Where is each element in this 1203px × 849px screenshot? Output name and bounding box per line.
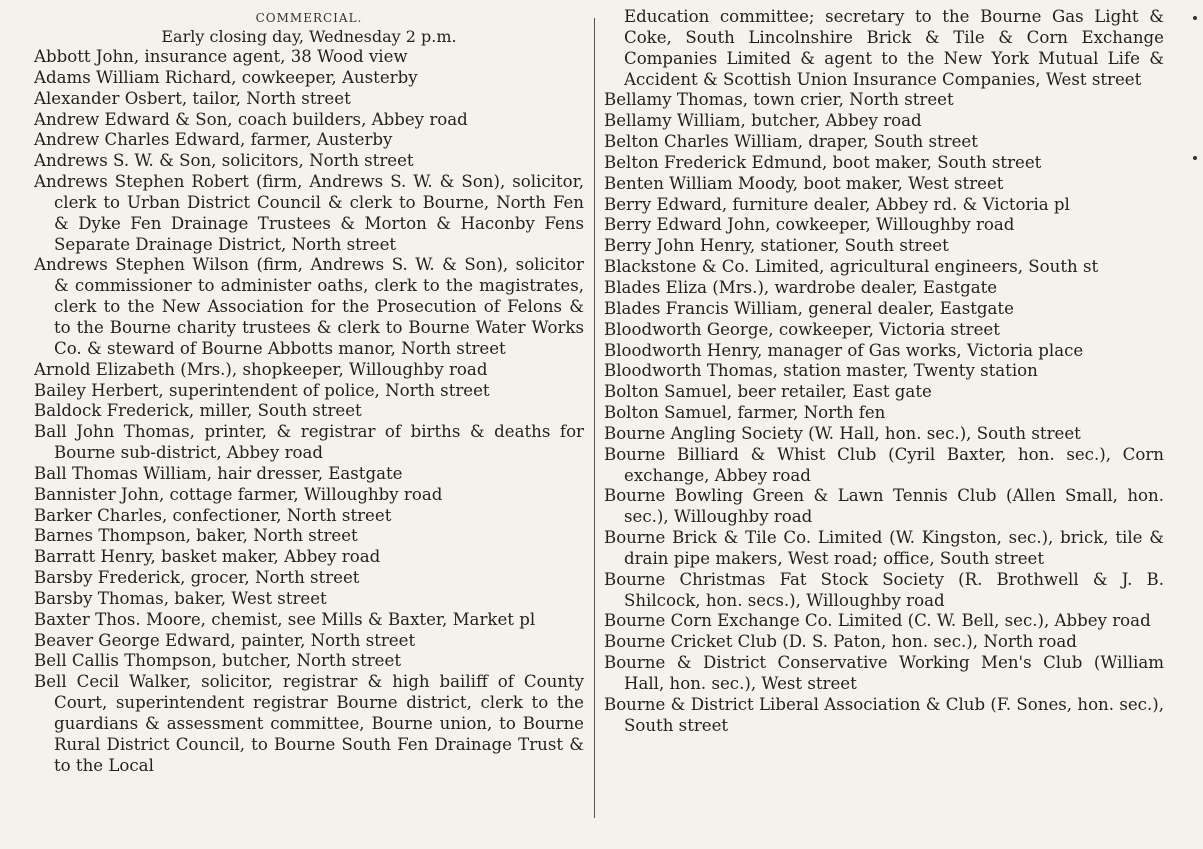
directory-entry: Belton Frederick Edmund, boot maker, South street (604, 152, 1042, 172)
directory-entry: Baxter Thos. Moore, chemist, see Mills & Baxter, Market pl (34, 609, 536, 629)
directory-entry: Bannister John, cottage farmer, Willoughby road (34, 484, 443, 504)
directory-entry: Bolton Samuel, beer retailer, East gate (604, 382, 932, 402)
directory-entry: Andrews Stephen Wilson (firm, Andrews S. W. & Son), solicitor & commissioner to administer oaths, clerk to the magistrates, clerk to the New Association for the Prosecution of Felons & to the Bourne charity trustees & clerk to Bourne Water Works Co. & steward of Bourne Abbotts manor, North street (34, 255, 584, 358)
directory-entry: Alexander Osbert, tailor, North street (34, 88, 351, 108)
directory-entry: Bloodworth George, cowkeeper, Victoria street (604, 319, 1000, 339)
directory-entry: Barker Charles, confectioner, North street (34, 505, 392, 525)
directory-entry: Bailey Herbert, superintendent of police, North street (34, 380, 490, 400)
margin-mark (1193, 16, 1197, 20)
directory-entry: Bell Cecil Walker, solicitor, registrar & high bailiff of County Court, superintendent registrar Bourne district, clerk to the guardians & assessment committee, Bourne union, to Bourne Rural District Council, to Bourne South Fen Drainage Trust & to the Local (34, 672, 584, 775)
directory-entry: Barsby Thomas, baker, West street (34, 588, 327, 608)
directory-entry: Ball John Thomas, printer, & registrar of births & deaths for Bourne sub-district, Abbey road (34, 422, 584, 463)
directory-entry: Bolton Samuel, farmer, North fen (604, 403, 886, 423)
directory-entry: Bloodworth Thomas, station master, Twenty station (604, 361, 1038, 381)
directory-entry: Bourne & District Conservative Working Men's Club (William Hall, hon. sec.), West street (604, 653, 1164, 693)
directory-entry: Bourne Angling Society (W. Hall, hon. sec.), South street (604, 423, 1081, 443)
directory-entry: Adams William Richard, cowkeeper, Austerby (34, 67, 418, 87)
directory-entry: Andrews S. W. & Son, solicitors, North street (34, 151, 414, 171)
directory-entry: Ball Thomas William, hair dresser, Eastgate (34, 463, 403, 483)
directory-entry: Bourne & District Liberal Association & Club (F. Sones, hon. sec.), South street (604, 694, 1164, 735)
directory-entry: Bloodworth Henry, manager of Gas works, Victoria place (604, 340, 1084, 360)
right-column (604, 0, 1164, 737)
directory-entry: Andrew Edward & Son, coach builders, Abbey road (34, 109, 468, 129)
directory-entry: Barsby Frederick, grocer, North street (34, 568, 360, 588)
directory-entry: Bellamy Thomas, town crier, North street (604, 90, 954, 110)
directory-entry: Benten William Moody, boot maker, West street (604, 173, 1004, 193)
column-divider (594, 18, 595, 818)
directory-entry: Abbott John, insurance agent, 38 Wood view (34, 47, 408, 66)
directory-entry: Berry John Henry, stationer, South street (604, 236, 949, 256)
directory-entry: Blades Eliza (Mrs.), wardrobe dealer, Eastgate (604, 277, 998, 297)
directory-entry: Berry Edward John, cowkeeper, Willoughby road (604, 215, 1015, 235)
section-heading: COMMERCIAL. (255, 11, 363, 25)
directory-entry: Barratt Henry, basket maker, Abbey road (34, 547, 381, 567)
directory-entry: Bourne Cricket Club (D. S. Paton, hon. sec.), North road (604, 632, 1077, 652)
directory-entry: Andrew Charles Edward, farmer, Austerby (34, 130, 393, 150)
early-closing-note: Early closing day, Wednesday 2 p.m. (161, 27, 457, 46)
directory-entry: Baldock Frederick, miller, South street (34, 401, 362, 421)
directory-entry: Arnold Elizabeth (Mrs.), shopkeeper, Willoughby road (34, 359, 488, 379)
margin-mark (1193, 156, 1197, 160)
directory-entry: Bourne Corn Exchange Co. Limited (C. W. Bell, sec.), Abbey road (604, 611, 1151, 631)
directory-entry: Andrews Stephen Robert (firm, Andrews S. W. & Son), solicitor, clerk to Urban District Council & clerk to Bourne, North Fen & Dyke Fen Drainage Trustees & Morton & Haconby Fens Separate Drainage District, North street (34, 172, 584, 254)
directory-entry: Belton Charles William, draper, South street (604, 132, 978, 152)
directory-entry: Barnes Thompson, baker, North street (34, 526, 358, 546)
directory-entry: Bourne Billiard & Whist Club (Cyril Baxter, hon. sec.), Corn exchange, Abbey road (604, 444, 1164, 485)
directory-entry: Bourne Christmas Fat Stock Society (R. Brothwell & J. B. Shilcock, hon. secs.), Willoughby road (604, 569, 1164, 610)
directory-entry: Bourne Brick & Tile Co. Limited (W. Kingston, sec.), brick, tile & drain pipe makers, West road; office, South street (604, 528, 1164, 568)
continued-entry: Education committee; secretary to the Bourne Gas Light & Coke, South Lincolnshire Brick & Tile & Corn Exchange Companies Limited & agent to the New York Mutual Life & Accident & Scottish Union Insurance Companies, West street (624, 7, 1164, 89)
directory-entry: Blades Francis William, general dealer, Eastgate (604, 298, 1014, 318)
directory-entry: Bellamy William, butcher, Abbey road (604, 111, 922, 131)
directory-entry: Berry Edward, furniture dealer, Abbey rd. & Victoria pl (604, 194, 1070, 214)
directory-entry: Beaver George Edward, painter, North street (34, 630, 416, 650)
directory-entry: Bell Callis Thompson, butcher, North street (34, 651, 401, 671)
directory-entry: Blackstone & Co. Limited, agricultural engineers, South st (604, 257, 1099, 277)
directory-entry: Bourne Bowling Green & Lawn Tennis Club (Allen Small, hon. sec.), Willoughby road (604, 486, 1164, 527)
left-column (34, 0, 584, 777)
